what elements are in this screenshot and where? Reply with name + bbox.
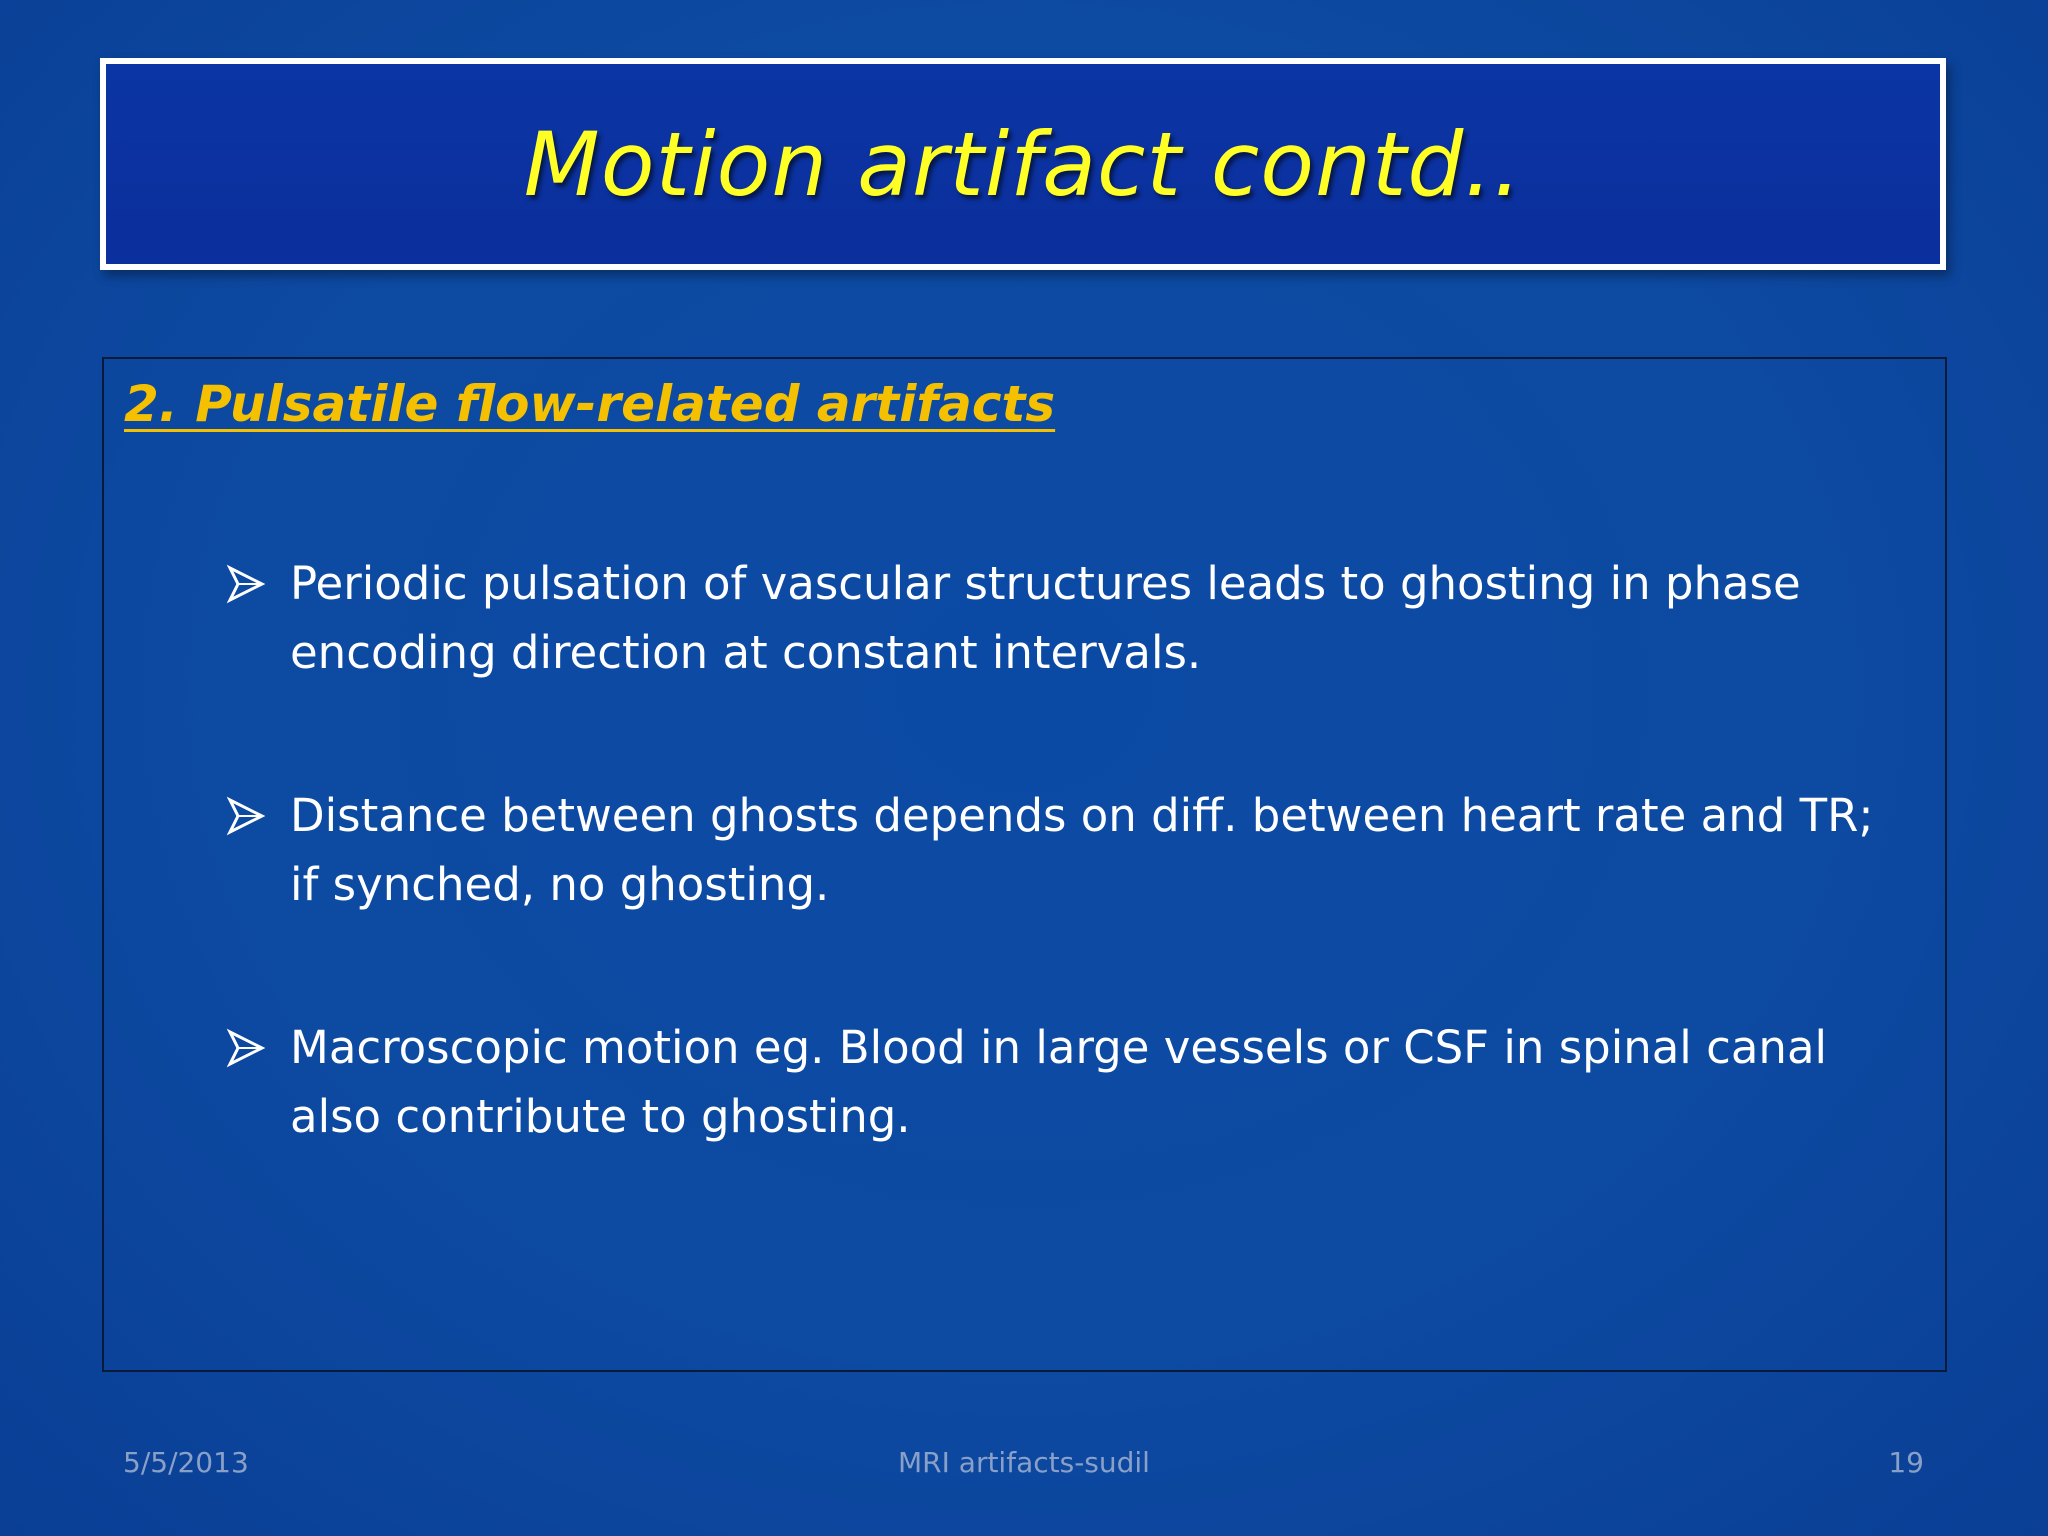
content-box xyxy=(102,357,1947,1372)
bullet-item xyxy=(226,1013,1916,1151)
bullet-item xyxy=(226,549,1916,687)
slide-title: Motion artifact contd.. xyxy=(523,112,1523,216)
bullet-text: Macroscopic motion eg. Blood in large vessels or CSF in spinal canal also contribute to ghosting. xyxy=(290,1021,1828,1143)
footer-date: 5/5/2013 xyxy=(123,1446,249,1479)
arrowhead-bullet-icon xyxy=(226,1013,290,1082)
slide-number: 19 xyxy=(1888,1446,1924,1479)
section-heading: 2. Pulsatile flow-related artifacts xyxy=(124,375,1056,433)
bullet-list xyxy=(226,549,1916,1245)
title-box xyxy=(100,58,1946,270)
footer-title: MRI artifacts-sudil xyxy=(898,1446,1150,1479)
bullet-item xyxy=(226,781,1916,919)
arrowhead-bullet-icon xyxy=(226,781,290,850)
bullet-text: Distance between ghosts depends on diff. between heart rate and TR; if synched, no ghosting. xyxy=(290,789,1874,911)
bullet-text: Periodic pulsation of vascular structures leads to ghosting in phase encoding direction at constant intervals. xyxy=(290,557,1801,679)
arrowhead-bullet-icon xyxy=(226,549,290,618)
